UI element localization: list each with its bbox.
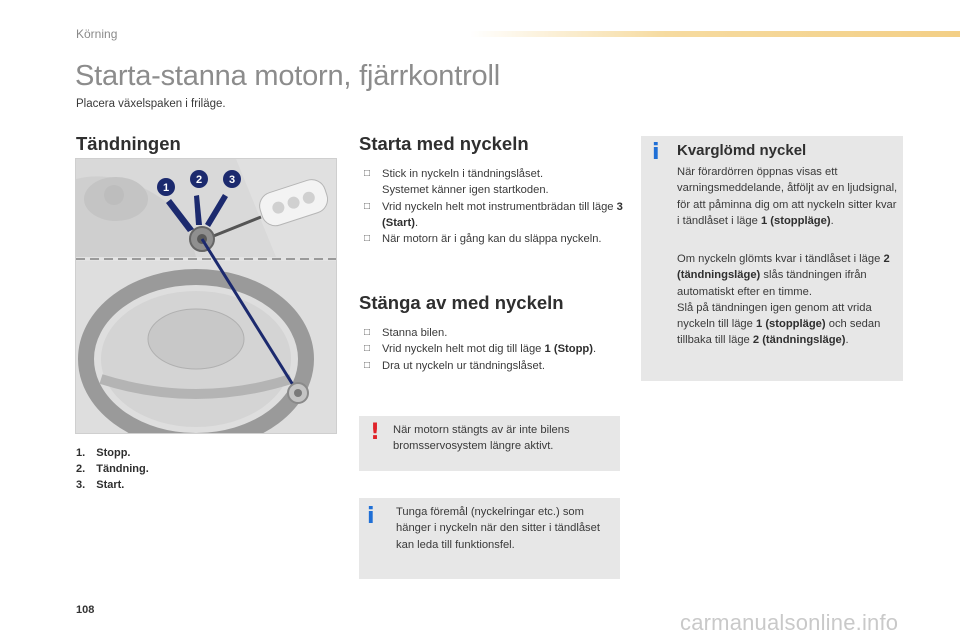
stop-step-3: □ Dra ut nyckeln ur tändningslåset.: [362, 358, 624, 374]
ignition-heading: Tändningen: [76, 133, 181, 154]
info-icon: i: [367, 504, 375, 529]
forgotten-key-title: Kvarglömd nyckel: [677, 142, 807, 159]
forgotten-key-panel: [641, 136, 903, 381]
checkbox-bullet-icon: □: [364, 233, 371, 245]
start-steps: [362, 166, 624, 247]
stop-steps: [362, 325, 624, 374]
section-label: Körning: [76, 27, 118, 41]
marker-3: 3: [228, 174, 236, 186]
start-step-1: □ Stick in nyckeln i tändningslåset. Systemet känner igen startkoden.: [364, 168, 549, 197]
legend-item-2: 2. Tändning.: [76, 463, 149, 475]
ignition-legend: [76, 445, 149, 493]
checkbox-bullet-icon: □: [364, 327, 371, 338]
stop-heading: Stänga av med nyckeln: [359, 292, 564, 313]
checkbox-bullet-icon: □: [364, 343, 371, 355]
start-step-2: □ Vrid nyckeln helt mot instrumentbrädan till läge 3 (Start).: [364, 200, 623, 229]
forgotten-key-paragraph-2: Om nyckeln glömts kvar i tändlåset i läge 2 (tändningsläge) slås tändningen ifrån automatiskt efter en timme. Slå på tändningen igen genom att vrida nyckeln till läge 1 (stoppläge) och sedan tillbaka till läge 2 (tändningsläge).: [677, 253, 890, 347]
watermark: carmanualsonline.info: [680, 610, 899, 635]
stop-step-1: □ Stanna bilen.: [362, 325, 624, 341]
forgotten-key-paragraph-1: När förardörren öppnas visas ett varningsmeddelande, åtföljt av en ljudsignal, för att påminna dig om att nyckeln sitter kvar i tändlåset i läge 1 (stoppläge).: [677, 166, 898, 227]
checkbox-bullet-icon: □: [364, 359, 371, 371]
legend-item-1: 1. Stopp.: [76, 447, 131, 459]
marker-2: 2: [195, 174, 203, 186]
info-icon: i: [652, 140, 660, 165]
ignition-illustration: [75, 158, 337, 434]
page-number: 108: [76, 604, 95, 616]
header-accent-bar: [470, 31, 960, 37]
start-step-3: □ När motorn är i gång kan du släppa nyckeln.: [362, 231, 624, 247]
checkbox-bullet-icon: □: [364, 168, 371, 179]
marker-1: 1: [162, 182, 170, 194]
warning-text: När motorn stängts av är inte bilens bromsservosystem längre aktivt.: [393, 424, 570, 453]
checkbox-bullet-icon: □: [364, 200, 371, 212]
info-text: Tunga föremål (nyckelringar etc.) som hänger i nyckeln när den sitter i tändlåset kan leda till funktionsfel.: [396, 506, 600, 551]
steering-ignition-drawing: [76, 159, 337, 434]
page-title: Starta-stanna motorn, fjärrkontroll: [75, 60, 500, 92]
warning-note: [359, 416, 620, 471]
stop-step-2: □ Vrid nyckeln helt mot dig till läge 1 (Stopp).: [362, 341, 624, 357]
start-heading: Starta med nyckeln: [359, 133, 529, 154]
page-subtitle: Placera växelspaken i friläge.: [76, 98, 226, 110]
warning-icon: !: [370, 420, 381, 445]
legend-item-3: 3. Start.: [76, 479, 125, 491]
info-note: [359, 498, 620, 579]
